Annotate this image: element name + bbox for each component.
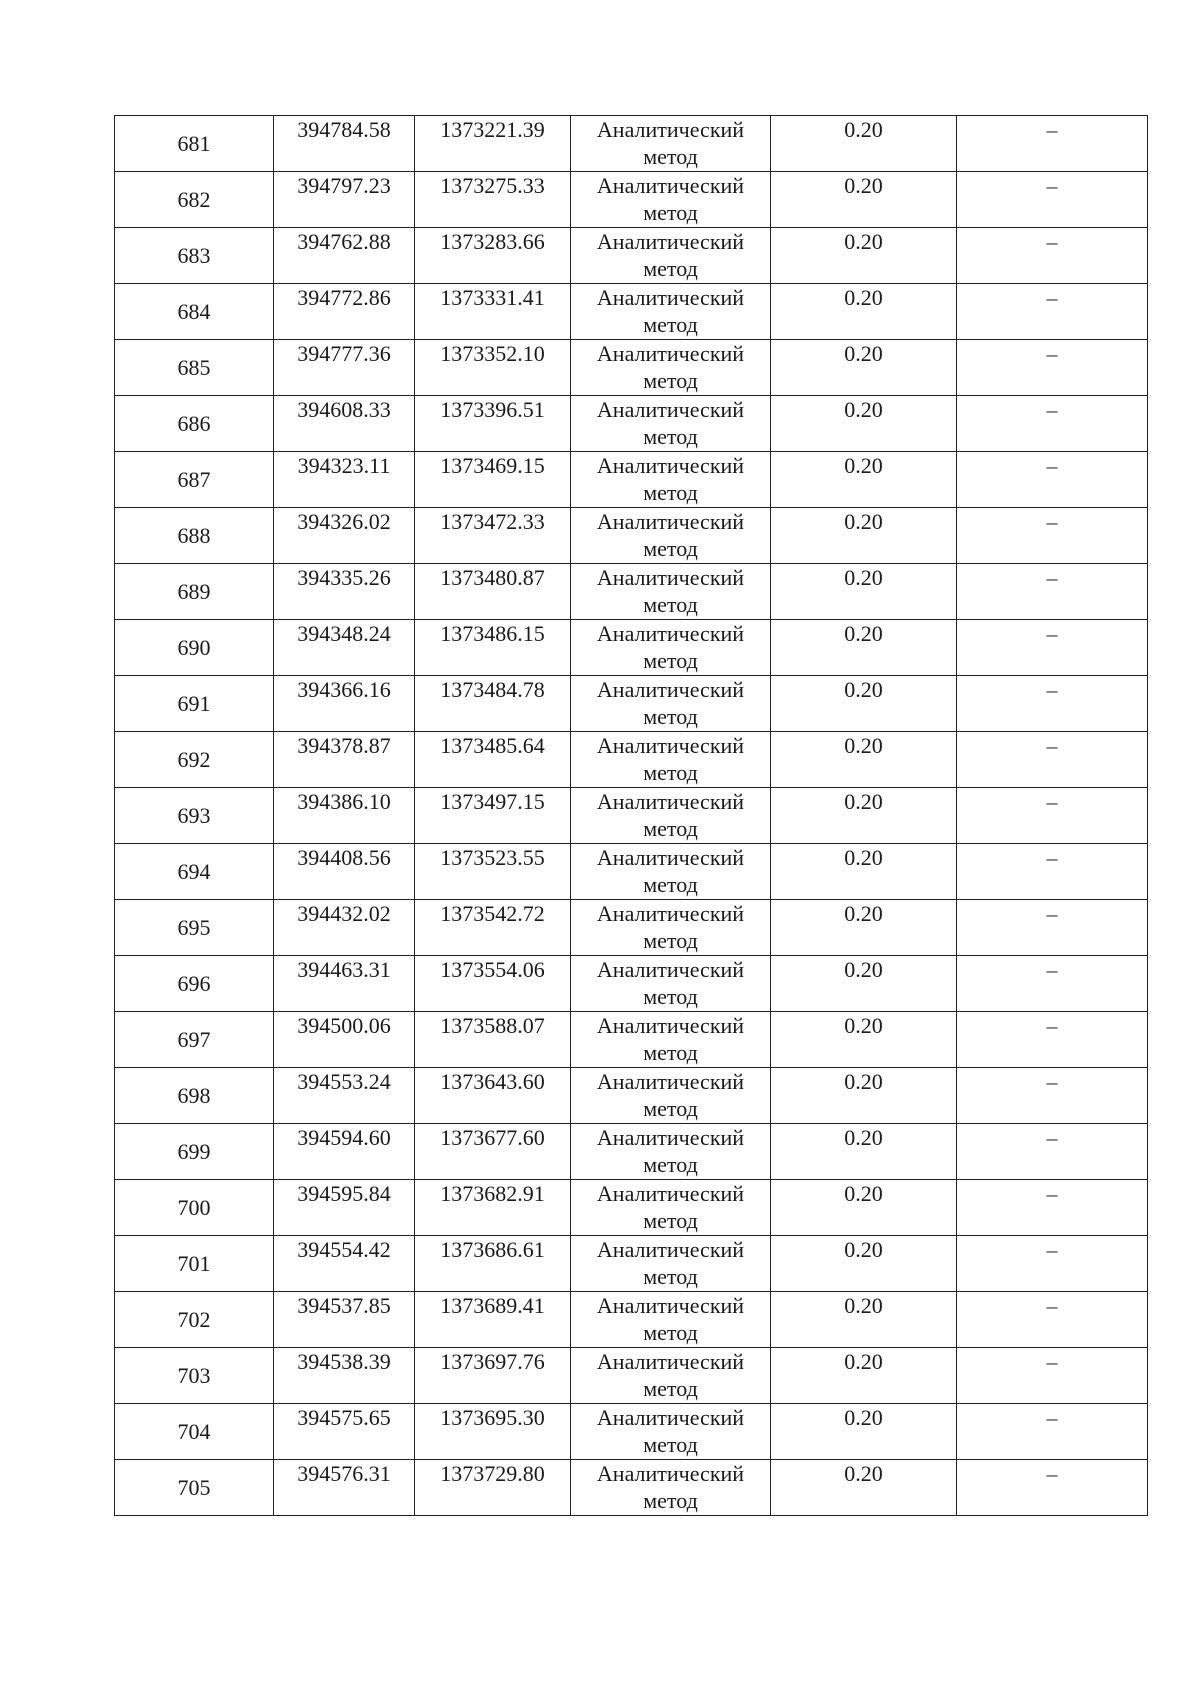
y-coordinate-cell: 1373689.41 xyxy=(415,1292,571,1348)
accuracy-cell: 0.20 xyxy=(771,1124,957,1180)
x-coordinate-cell: 394777.36 xyxy=(274,340,415,396)
accuracy-cell: 0.20 xyxy=(771,1348,957,1404)
point-number-cell: 682 xyxy=(115,172,274,228)
note-cell: – xyxy=(957,732,1148,788)
point-number-cell: 697 xyxy=(115,1012,274,1068)
x-coordinate-cell: 394608.33 xyxy=(274,396,415,452)
y-coordinate-cell: 1373588.07 xyxy=(415,1012,571,1068)
point-number-cell: 701 xyxy=(115,1236,274,1292)
note-cell: – xyxy=(957,788,1148,844)
point-number-cell: 693 xyxy=(115,788,274,844)
method-cell: Аналитический метод xyxy=(571,564,771,620)
table-row xyxy=(115,620,1148,676)
table-row xyxy=(115,676,1148,732)
table-row xyxy=(115,900,1148,956)
y-coordinate-cell: 1373331.41 xyxy=(415,284,571,340)
y-coordinate-cell: 1373643.60 xyxy=(415,1068,571,1124)
point-number-cell: 695 xyxy=(115,900,274,956)
note-cell: – xyxy=(957,228,1148,284)
note-cell: – xyxy=(957,1012,1148,1068)
y-coordinate-cell: 1373472.33 xyxy=(415,508,571,564)
x-coordinate-cell: 394576.31 xyxy=(274,1460,415,1516)
note-cell: – xyxy=(957,452,1148,508)
table-row xyxy=(115,452,1148,508)
x-coordinate-cell: 394326.02 xyxy=(274,508,415,564)
point-number-cell: 704 xyxy=(115,1404,274,1460)
x-coordinate-cell: 394554.42 xyxy=(274,1236,415,1292)
accuracy-cell: 0.20 xyxy=(771,676,957,732)
method-cell: Аналитический метод xyxy=(571,1460,771,1516)
accuracy-cell: 0.20 xyxy=(771,900,957,956)
coordinates-table xyxy=(114,115,1148,1516)
point-number-cell: 702 xyxy=(115,1292,274,1348)
note-cell: – xyxy=(957,284,1148,340)
x-coordinate-cell: 394797.23 xyxy=(274,172,415,228)
note-cell: – xyxy=(957,844,1148,900)
method-cell: Аналитический метод xyxy=(571,956,771,1012)
method-cell: Аналитический метод xyxy=(571,228,771,284)
y-coordinate-cell: 1373352.10 xyxy=(415,340,571,396)
x-coordinate-cell: 394335.26 xyxy=(274,564,415,620)
accuracy-cell: 0.20 xyxy=(771,172,957,228)
point-number-cell: 703 xyxy=(115,1348,274,1404)
table-row xyxy=(115,1460,1148,1516)
point-number-cell: 686 xyxy=(115,396,274,452)
accuracy-cell: 0.20 xyxy=(771,396,957,452)
x-coordinate-cell: 394538.39 xyxy=(274,1348,415,1404)
x-coordinate-cell: 394772.86 xyxy=(274,284,415,340)
table-row xyxy=(115,1012,1148,1068)
y-coordinate-cell: 1373469.15 xyxy=(415,452,571,508)
method-cell: Аналитический метод xyxy=(571,1404,771,1460)
accuracy-cell: 0.20 xyxy=(771,956,957,1012)
y-coordinate-cell: 1373275.33 xyxy=(415,172,571,228)
coordinates-table-body xyxy=(115,116,1148,1516)
table-row xyxy=(115,956,1148,1012)
table-row xyxy=(115,1068,1148,1124)
y-coordinate-cell: 1373554.06 xyxy=(415,956,571,1012)
x-coordinate-cell: 394575.65 xyxy=(274,1404,415,1460)
method-cell: Аналитический метод xyxy=(571,1012,771,1068)
note-cell: – xyxy=(957,1236,1148,1292)
note-cell: – xyxy=(957,116,1148,172)
point-number-cell: 687 xyxy=(115,452,274,508)
method-cell: Аналитический метод xyxy=(571,844,771,900)
x-coordinate-cell: 394386.10 xyxy=(274,788,415,844)
accuracy-cell: 0.20 xyxy=(771,620,957,676)
y-coordinate-cell: 1373480.87 xyxy=(415,564,571,620)
note-cell: – xyxy=(957,172,1148,228)
method-cell: Аналитический метод xyxy=(571,452,771,508)
y-coordinate-cell: 1373523.55 xyxy=(415,844,571,900)
y-coordinate-cell: 1373697.76 xyxy=(415,1348,571,1404)
table-row xyxy=(115,228,1148,284)
method-cell: Аналитический метод xyxy=(571,676,771,732)
note-cell: – xyxy=(957,620,1148,676)
accuracy-cell: 0.20 xyxy=(771,1292,957,1348)
note-cell: – xyxy=(957,900,1148,956)
table-row xyxy=(115,564,1148,620)
x-coordinate-cell: 394366.16 xyxy=(274,676,415,732)
method-cell: Аналитический метод xyxy=(571,1068,771,1124)
point-number-cell: 683 xyxy=(115,228,274,284)
note-cell: – xyxy=(957,1348,1148,1404)
x-coordinate-cell: 394500.06 xyxy=(274,1012,415,1068)
accuracy-cell: 0.20 xyxy=(771,1460,957,1516)
point-number-cell: 685 xyxy=(115,340,274,396)
note-cell: – xyxy=(957,396,1148,452)
y-coordinate-cell: 1373686.61 xyxy=(415,1236,571,1292)
x-coordinate-cell: 394408.56 xyxy=(274,844,415,900)
accuracy-cell: 0.20 xyxy=(771,1180,957,1236)
accuracy-cell: 0.20 xyxy=(771,116,957,172)
accuracy-cell: 0.20 xyxy=(771,228,957,284)
note-cell: – xyxy=(957,508,1148,564)
point-number-cell: 681 xyxy=(115,116,274,172)
accuracy-cell: 0.20 xyxy=(771,452,957,508)
note-cell: – xyxy=(957,676,1148,732)
method-cell: Аналитический метод xyxy=(571,508,771,564)
table-row xyxy=(115,788,1148,844)
y-coordinate-cell: 1373486.15 xyxy=(415,620,571,676)
x-coordinate-cell: 394762.88 xyxy=(274,228,415,284)
table-row xyxy=(115,1348,1148,1404)
table-row xyxy=(115,396,1148,452)
x-coordinate-cell: 394595.84 xyxy=(274,1180,415,1236)
method-cell: Аналитический метод xyxy=(571,788,771,844)
accuracy-cell: 0.20 xyxy=(771,788,957,844)
point-number-cell: 688 xyxy=(115,508,274,564)
y-coordinate-cell: 1373542.72 xyxy=(415,900,571,956)
point-number-cell: 694 xyxy=(115,844,274,900)
note-cell: – xyxy=(957,1292,1148,1348)
table-row xyxy=(115,340,1148,396)
y-coordinate-cell: 1373677.60 xyxy=(415,1124,571,1180)
method-cell: Аналитический метод xyxy=(571,620,771,676)
y-coordinate-cell: 1373729.80 xyxy=(415,1460,571,1516)
method-cell: Аналитический метод xyxy=(571,1348,771,1404)
accuracy-cell: 0.20 xyxy=(771,284,957,340)
x-coordinate-cell: 394348.24 xyxy=(274,620,415,676)
x-coordinate-cell: 394537.85 xyxy=(274,1292,415,1348)
note-cell: – xyxy=(957,1180,1148,1236)
table-row xyxy=(115,172,1148,228)
method-cell: Аналитический метод xyxy=(571,172,771,228)
table-row xyxy=(115,508,1148,564)
method-cell: Аналитический метод xyxy=(571,1180,771,1236)
y-coordinate-cell: 1373497.15 xyxy=(415,788,571,844)
accuracy-cell: 0.20 xyxy=(771,1236,957,1292)
point-number-cell: 699 xyxy=(115,1124,274,1180)
y-coordinate-cell: 1373221.39 xyxy=(415,116,571,172)
x-coordinate-cell: 394432.02 xyxy=(274,900,415,956)
x-coordinate-cell: 394463.31 xyxy=(274,956,415,1012)
y-coordinate-cell: 1373695.30 xyxy=(415,1404,571,1460)
x-coordinate-cell: 394378.87 xyxy=(274,732,415,788)
x-coordinate-cell: 394594.60 xyxy=(274,1124,415,1180)
table-row xyxy=(115,1236,1148,1292)
point-number-cell: 696 xyxy=(115,956,274,1012)
table-row xyxy=(115,1404,1148,1460)
table-row xyxy=(115,844,1148,900)
point-number-cell: 698 xyxy=(115,1068,274,1124)
method-cell: Аналитический метод xyxy=(571,396,771,452)
note-cell: – xyxy=(957,956,1148,1012)
accuracy-cell: 0.20 xyxy=(771,1012,957,1068)
table-row xyxy=(115,284,1148,340)
point-number-cell: 691 xyxy=(115,676,274,732)
x-coordinate-cell: 394323.11 xyxy=(274,452,415,508)
y-coordinate-cell: 1373283.66 xyxy=(415,228,571,284)
note-cell: – xyxy=(957,1460,1148,1516)
accuracy-cell: 0.20 xyxy=(771,564,957,620)
table-row xyxy=(115,1124,1148,1180)
x-coordinate-cell: 394784.58 xyxy=(274,116,415,172)
table-row xyxy=(115,1292,1148,1348)
accuracy-cell: 0.20 xyxy=(771,1068,957,1124)
table-row xyxy=(115,732,1148,788)
accuracy-cell: 0.20 xyxy=(771,732,957,788)
y-coordinate-cell: 1373396.51 xyxy=(415,396,571,452)
note-cell: – xyxy=(957,564,1148,620)
method-cell: Аналитический метод xyxy=(571,340,771,396)
method-cell: Аналитический метод xyxy=(571,1236,771,1292)
method-cell: Аналитический метод xyxy=(571,900,771,956)
point-number-cell: 690 xyxy=(115,620,274,676)
method-cell: Аналитический метод xyxy=(571,732,771,788)
accuracy-cell: 0.20 xyxy=(771,340,957,396)
method-cell: Аналитический метод xyxy=(571,1292,771,1348)
y-coordinate-cell: 1373484.78 xyxy=(415,676,571,732)
x-coordinate-cell: 394553.24 xyxy=(274,1068,415,1124)
point-number-cell: 684 xyxy=(115,284,274,340)
y-coordinate-cell: 1373485.64 xyxy=(415,732,571,788)
method-cell: Аналитический метод xyxy=(571,116,771,172)
note-cell: – xyxy=(957,340,1148,396)
method-cell: Аналитический метод xyxy=(571,284,771,340)
accuracy-cell: 0.20 xyxy=(771,508,957,564)
point-number-cell: 689 xyxy=(115,564,274,620)
method-cell: Аналитический метод xyxy=(571,1124,771,1180)
note-cell: – xyxy=(957,1068,1148,1124)
note-cell: – xyxy=(957,1404,1148,1460)
point-number-cell: 705 xyxy=(115,1460,274,1516)
y-coordinate-cell: 1373682.91 xyxy=(415,1180,571,1236)
note-cell: – xyxy=(957,1124,1148,1180)
table-row xyxy=(115,116,1148,172)
table-row xyxy=(115,1180,1148,1236)
point-number-cell: 700 xyxy=(115,1180,274,1236)
accuracy-cell: 0.20 xyxy=(771,1404,957,1460)
accuracy-cell: 0.20 xyxy=(771,844,957,900)
point-number-cell: 692 xyxy=(115,732,274,788)
